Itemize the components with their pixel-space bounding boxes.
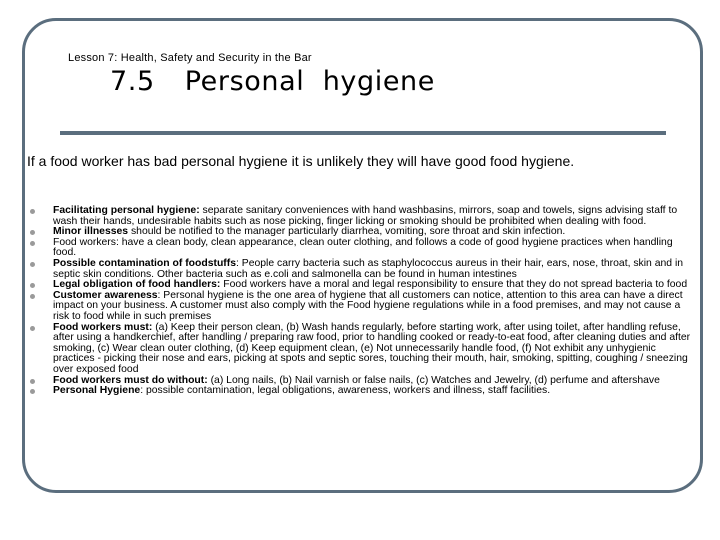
bullet-heading: Possible contamination of foodstuffs [53,257,236,269]
section-number: 7.5 [110,66,155,97]
bullet-text: Food workers have a moral and legal responsibility to ensure that they do not spread bacteria to food [220,279,688,291]
bullet-text: separate sanitary conveniences with hand washbasins, mirrors, soap and towels, signs advising staff to wash their hands, undesirable habits such as nose picking, finger licking or smoking should be prohibited when dealing with food. [53,205,678,227]
list-item [28,386,694,397]
bullet-icon [30,389,35,394]
intro-text: If a food worker has bad personal hygiene it is unlikely they will have good food hygiene. [27,153,575,169]
bullet-heading: Food workers must do without: [53,374,208,386]
bullet-icon [30,241,35,246]
bullet-text: Food workers: have a clean body, clean appearance, clean outer clothing, and follows a code of good hygiene practices when handling food. [53,236,673,259]
bullet-heading: Legal obligation of food handlers: [53,279,221,291]
bullet-text: : Personal hygiene is the one area of hygiene that all customers can notice, attention to this area can have a direct impact on your business. A customer must also comply with the Food hygiene regulations while in a food premises, and may not cause a risk to food while in such premises [53,289,683,322]
bullet-icon [30,262,35,267]
bullet-text: should be notified to the manager particularly diarrhea, vomiting, sore throat and skin infection. [128,226,566,238]
bullet-heading: Facilitating personal hygiene: [53,205,200,216]
bullet-icon [30,294,35,299]
bullet-list [28,206,694,397]
bullet-heading: Food workers must: [53,321,153,333]
bullet-icon [30,326,35,331]
list-item [28,291,694,323]
bullet-icon [30,230,35,235]
bullet-text: : possible contamination, legal obligations, awareness, workers and illness, staff facilities. [140,385,551,397]
bullet-text: (a) Long nails, (b) Nail varnish or false nails, (c) Watches and Jewelry, (d) perfume and aftershave [207,374,660,386]
bullet-heading: Personal Hygiene [53,385,141,397]
title-divider [60,131,666,135]
slide-title [110,66,435,97]
section-title: Personal hygiene [184,66,435,97]
bullet-text: : People carry bacteria such as staphylococcus aureus in their hair, ears, nose, throat, skin and in septic skin conditions. Other bacteria such as e.coli and salmonella can be found in human intestines [53,257,684,280]
list-item [28,238,694,259]
list-item [28,259,694,280]
bullet-heading: Customer awareness [53,289,158,301]
bullet-icon [30,209,35,214]
bullet-heading: Minor illnesses [53,226,129,238]
lesson-header: Lesson 7: Health, Safety and Security in the Bar [68,52,312,64]
bullet-icon [30,379,35,384]
bullet-text: (a) Keep their person clean, (b) Wash hands regularly, before starting work, after using toilet, after handling refuse, after using a handkerchief, after handling / preparing raw food, prior to handling cooked or ready-to-eat food, after cleaning duties and after smoking, (c) Wear clean outer clothing, (d) Keep equipment clean, (e) Not unnecessarily handle food, (f) Not exhibit any unhygienic practices - picking their nose and ears, picking at spots and septic sores, touching their mouth, hair, smoking, spitting, coughing / sneezing over exposed food [53,321,691,375]
bullet-icon [30,283,35,288]
list-item [28,323,694,376]
list-item [28,206,694,227]
